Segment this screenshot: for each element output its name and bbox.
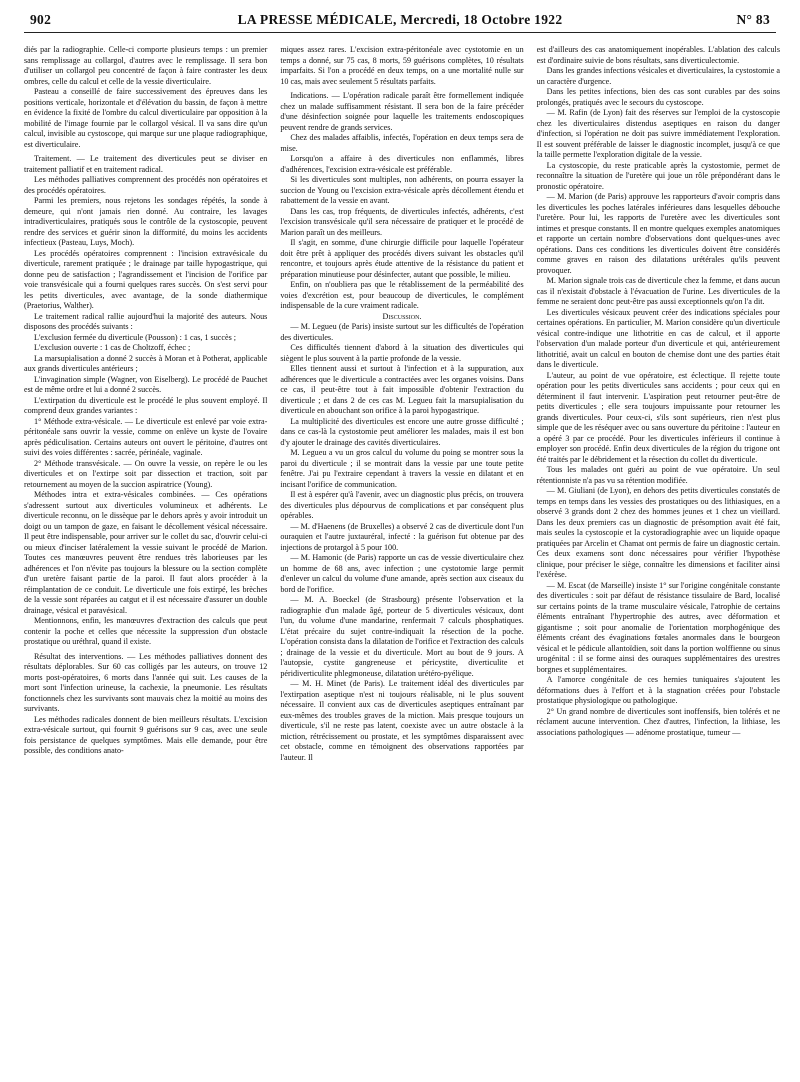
paragraph: Les procédés opératoires comprennent : l'incision extravésicale du diverticule, rarement pratiquée ; le drainage par taille hypogastrique, qui donne peu de satisfaction ; l'agrandissement et l'incision de l'orifice par voie transvésicale qui a fourni quelques rares succès. On s'est servi pour les petits diverticules, avec avantage, de la sonde diathermique (Praetorius, Walther). — [24, 248, 268, 310]
paragraph: L'auteur, au point de vue opératoire, est éclectique. Il rejette toute opération pour les petits diverticules sans accidents ; pour ceux qui en déterminent il faut intervenir. L'aspiration peut retourner peut-être de petits diverticules ; elle sera toujours impuissante pour retourner les grands diverticules. Pour ceux-ci, s'ils sont supérieurs, rien n'est plus simple que de les réséquer avec ou sans ouverture du péritoine : l'auteur en a opéré 3 par ce procédé. Pour les diverticules inférieurs il continue à employer son procédé. Enfin deux diverticules de la région du trigone ont été traités par le débridement et la résection du collet du diverticule. — [536, 370, 780, 464]
paragraph: Mentionnons, enfin, les manœuvres d'extraction des calculs que peut contenir la poche et celles que nécessite la suppression d'un obstacle prostatique ou uréthral, quand il existe. — [24, 616, 268, 646]
paragraph: Dans les grandes infections vésicales et diverticulaires, la cystostomie a un caractère d'urgence. — [536, 66, 780, 86]
paragraph: diés par la radiographie. Celle-ci comporte plusieurs temps : un premier sans remplissage au collargol, d'autres avec le remplissage. Il sera bon d'utiliser un collargol peu concentré de façon à faire contraster les deux ombres, celle du calcul et celle de la vessie diverticulaire. — [24, 45, 268, 86]
paragraph: Dans les cas, trop fréquents, de diverticules infectés, adhérents, c'est l'excision transvésicale qu'il sera nécessaire de pratiquer et le procédé de Marion paraît un des meilleurs. — [280, 206, 524, 237]
page-number: 902 — [30, 12, 52, 27]
journal-title: LA PRESSE MÉDICALE, Mercredi, 18 Octobre 1922 — [237, 12, 563, 27]
paragraph: Lorsqu'on a affaire à des diverticules non enflammés, libres d'adhérences, l'excision extra-vésicale est préférable. — [280, 154, 524, 174]
paragraph: Ces difficultés tiennent d'abord à la situation des diverticules qui siègent le plus souvent à la partie profonde de la vessie. — [280, 343, 524, 363]
paragraph: Résultat des interventions. — Les méthodes palliatives donnent des résultats déplorables. Sur 60 cas colligés par les auteurs, on trouve 12 morts post-opératoires, 6 morts dans l'année qui suit. Les causes de la mort sont l'infection urineuse, la cachexie, la pneumonie. Les résultats fonctionnels chez les survivants sont mauvais chez la moitié au moins des survivants. — [24, 651, 268, 713]
paragraph: — M. Escat (de Marseille) insiste 1° sur l'origine congénitale constante des diverticules : soit par défaut de résistance tissulaire de Bard, localisé sur certains points de la trame musculaire vésicale, l'atrophie de certains éléments entraînant l'hypertrophie des autres, avec déformation et gigantisme ; soit pour anomalie de l'orientation morphogénique des éléments créant des évaginations fœtales anormales dans le bourgeon vésical et le pédicule allantoïdien, soit dans la portion wolffienne ou sinus urogénital : il se forme ainsi des ouraques supplémentaires des urestres borgnes et supplémentaires. — [536, 580, 780, 674]
paragraph: Le traitement radical rallie aujourd'hui la majorité des auteurs. Nous disposons des procédés suivants : — [24, 311, 268, 331]
paragraph: Il s'agit, en somme, d'une chirurgie difficile pour laquelle l'opérateur doit être prêt à appliquer des procédés divers suivant les obstacles qu'il rencontre, et toujours après étude attentive de la résistance du patient et préparation minutieuse pour désinfecter, autant que possible, le milieu. — [280, 238, 524, 279]
paragraph: Chez des malades affaiblis, infectés, l'opération en deux temps sera de mise. — [280, 133, 524, 153]
paragraph: — M. Hamonic (de Paris) rapporte un cas de vessie diverticulaire chez un homme de 68 ans, avec infection ; une cystotomie large permit d'enlever un calcul du volume d'une amande, après section aux ciseaux du bord de l'orifice. — [280, 553, 524, 594]
paragraph: Les méthodes radicales donnent de bien meilleurs résultats. L'excision extra-vésicale surtout, qui fournit 9 guérisons sur 9 cas, avec une seule fois persistance de quelques symptômes. Mais elle demande, pour être possible, des conditions anato- — [24, 714, 268, 755]
section-heading: Discussion. — [382, 311, 422, 321]
paragraph: — M. A. Boeckel (de Strasbourg) présente l'observation et la radiographie d'un malade âgé, porteur de 5 diverticules vésicaux, dont l'un, du volume d'une mandarine, renfermait 7 calculs phosphatiques. L'état précaire du sujet contre-indiquait la résection de la poche. L'opération consista dans la dilatation de l'orifice et l'extraction des calculs ; drainage de la vessie et du diverticule. Mort au bout de 9 jours. A l'autopsie, cystite gangreneuse et péricystite, diverticulite et péridiverticulite phlegmoneuse, dilatation urétéro-pyélique. — [280, 595, 524, 678]
paragraph: A l'amorce congénitale de ces hernies tuniquaires s'ajoutent les déformations dues à l'effort et à la stagnation créées pour l'obstacle prostatique physiologique ou pathologique. — [536, 675, 780, 705]
paragraph: Parmi les premiers, nous rejetons les sondages répétés, la sonde à demeure, qui n'ont jamais rien donné. Au contraire, les lavages intradiverticulaires, pratiqués sous le contrôle de la cystoscopie, peuvent rendre des services et guérir sinon la difformité, du moins les accidents infectieux (Pasteau, Luys, Moch). — [24, 196, 268, 247]
paragraph: L'exclusion fermée du diverticule (Pousson) : 1 cas, 1 succès ; — [34, 332, 237, 342]
paragraph: Les diverticules vésicaux peuvent créer des indications spéciales pour certaines opérations. En particulier, M. Marion considère qu'un diverticule vésical contre-indique une lithotritie en cas de calcul, et il apporte l'observation d'un malade porteur d'un diverticule et qui, antérieurement lithotritié, avait un calcul en bouton de chemise dont une des parties était dans le diverticule. — [536, 307, 780, 369]
paragraph: M. Legueu a vu un gros calcul du volume du poing se montrer sous la paroi du diverticule ; il se montrait dans la vessie par une toute petite fenêtre. J'ai pu l'extraire cependant à travers la vessie en dilatant et en incisant l'orifice de communication. — [280, 448, 524, 489]
page-header — [24, 12, 776, 33]
paragraph: — M. d'Haenens (de Bruxelles) a observé 2 cas de diverticule dont l'un ouraquien et l'autre juxtauréral, infecté : la guérison fut obtenue par des injections de protargol à 5 pour 100. — [280, 521, 524, 552]
paragraph: Il est à espérer qu'à l'avenir, avec un diagnostic plus précis, on trouvera des diverticules plus dépourvus de complications et par conséquent plus opérables. — [280, 490, 524, 520]
paragraph: La cystoscopie, du reste praticable après la cystostomie, permet de reconnaître la situation de l'uretère qui joue un rôle prépondérant dans le pronostic opératoire. — [536, 160, 780, 191]
paragraph: Tous les malades ont guéri au point de vue opératoire. Un seul rétentionniste n'a pas vu sa rétention modifiée. — [536, 465, 780, 485]
paragraph: Dans les petites infections, bien des cas sont curables par des soins prolongés, pratiqués avec le secours du cystoscope. — [536, 87, 780, 107]
paragraph: L'exclusion ouverte : 1 cas de Choltzoff, échec ; — [34, 343, 191, 352]
paragraph: — M. Marion (de Paris) approuve les rapporteurs d'avoir compris dans les diverticules les poches latérales inférieures dans lesquelles débouche l'uretère. Pour lui, les rapports de l'uretère avec les diverticules sont intimes et presque constants. Il en montre quelques exemples anatomiques et rapporte un certain nombre d'observations dont quelques-unes avec opérations. Dans ces conditions les diverticules doivent être considérés comme graves en raison des dilatations urétérales qu'ils peuvent provoquer. — [536, 192, 780, 275]
paragraph: — M. H. Minet (de Paris). Le traitement idéal des diverticules par l'extirpation aseptique n'est ni toujours réalisable, ni le plus souvent nécessaire. Il convient aux cas de diverticules aseptiques entraînant par eux-mêmes des troubles graves de la miction. Mais presque toujours un diverticule, s'il ne reste pas latent, coexiste avec un autre obstacle à la miction, rétrécissement ou prostate, et les symptômes disparaissent avec cet obstacle, comme en témoignent des observations rapportées par l'auteur. Il — [280, 679, 524, 762]
paragraph: 2° Un grand nombre de diverticules sont inoffensifs, bien tolérés et ne réclament aucune intervention. Chez d'autres, l'infection, la lithiase, les associations pathologiques — adénome prostatique, tumeur — — [536, 706, 780, 737]
paragraph: Les méthodes palliatives comprennent des procédés non opératoires et des procédés opératoires. — [24, 175, 268, 195]
column-2 — [280, 45, 523, 1078]
paragraph: 1° Méthode extra-vésicale. — Le diverticule est enlevé par voie extra-péritonéale sans ouvrir la vessie, comme on enlève un kyste de l'ovaire après pédiculisation. Certains auteurs ont ouvert le péritoine, d'autres ont suivi des voies différentes : sacrée, périnéale, vaginale. — [24, 416, 268, 457]
paragraph: M. Marion signale trois cas de diverticule chez la femme, et dans aucun cas il n'existait d'obstacle à l'évacuation de l'urine. Les diverticules de la femme ne seraient donc peut-être pas aussi exceptionnels qu'on l'a dit. — [536, 276, 780, 306]
paragraph: La marsupialisation a donné 2 succès à Moran et à Potherat, applicable aux grands diverticules antérieurs ; — [24, 353, 268, 373]
paragraph: Méthodes intra et extra-vésicales combinées. — Ces opérations s'adressent surtout aux diverticules volumineux et adhérents. Le diverticule reconnu, on le dissèque par le dehors après y avoir introduit un doigt ou un tampon de gaze, en faisant le décollement vésical nécessaire. Il peut être indispensable, pour arriver sur le collet du sac, d'ouvrir celui-ci ou mieux d'inciser latéralement la vessie suivant le procédé de Marion. Toutes ces manœuvres peuvent être rendues très laborieuses par les adhérences et l'on n'évite pas toujours la blessure ou la section complète d'un uretère faisant partie de la paroi. Il faut alors procéder à la réimplantation de ce conduit. Le diverticule une fois extirpé, les brèches de la vessie sont réparées au catgut et il est nécessaire d'assurer un double drainage, vésical et paravésical. — [24, 490, 268, 615]
paragraph: Enfin, on n'oubliera pas que le rétablissement de la perméabilité des voies d'excrétion est, pour beaucoup de diverticules, le complément indispensable de la cure vraiment radicale. — [280, 280, 524, 310]
paragraph: L'extirpation du diverticule est le procédé le plus souvent employé. Il comprend deux grandes variantes : — [24, 395, 268, 415]
paragraph: — M. Giuliani (de Lyon), en dehors des petits diverticules constatés de temps en temps dans les vessies des prostatiques ou des lithiasiques, en a observé 3 grands dont 2 chez des hommes jeunes et 1 chez un vieillard. Dans les deux premiers cas un diagnostic de présomption avait été fait, mais seules la cystoscopie et la cystoradiographie avec un liquide opaque pratiquées par Arcelin et Chamat ont permis de faire un diagnostic certain. Ces deux examens sont donc nécessaires pour vérifier l'hypothèse clinique, pour préciser le siège, connaître les dimensions et faciliter ainsi l'exérèse. — [536, 486, 780, 579]
paragraph: L'invagination simple (Wagner, von Eiselberg). Le procédé de Pauchet est de même ordre et lui a donné 2 succès. — [24, 374, 268, 394]
paragraph: 2° Méthode transvésicale. — On ouvre la vessie, on repère le ou les diverticules et on l'extirpe soit par dissection et traction, soit par retournement au moyen de la succion aspiratrice (Young). — [24, 458, 268, 489]
paragraph: Si les diverticules sont multiples, non adhérents, on pourra essayer la succion de Young ou l'excision extra-vésicale après décollement étendu et rabattement de la vessie en avant. — [280, 175, 524, 205]
paragraph: Indications. — L'opération radicale paraît être formellement indiquée chez un malade suffisamment résistant. Il sera bon de la faire précéder d'une désinfection soignée pour laquelle les traitements endoscopiques peuvent rendre de grands services. — [280, 91, 524, 132]
column-3 — [537, 45, 780, 1078]
paragraph: miques assez rares. L'excision extra-péritonéale avec cystotomie en un temps a donné, sur 75 cas, 8 morts, 59 guérisons complètes, 10 résultats imparfaits. Si l'on a procédé en deux temps, on a une mortalité nulle sur 10 cas, mais avec seulement 5 résultats parfaits. — [280, 45, 524, 86]
paragraph: La multiplicité des diverticules est encore une autre grosse difficulté ; dans ce cas-là la cystostomie peut améliorer les malades, mais il est bon d'y ajouter le drainage des cavités diverticulaires. — [280, 416, 524, 447]
paragraph: est d'ailleurs des cas anatomiquement inopérables. L'ablation des calculs est d'ordinaire suivie de bons résultats, sans diverticulectomie. — [536, 45, 780, 65]
paragraph: Elles tiennent aussi et surtout à l'infection et à la suppuration, aux adhérences que le diverticule a contractées avec les organes voisins. Dans ce cas, il peut-être tout à fait impossible d'obtenir l'extraction du diverticule ; et dans 2 de ces cas M. Legueu fait la marsupialisation du diverticule en abouchant son orifice à la paroi hypogastrique. — [280, 364, 524, 415]
paragraph: Pasteau a conseillé de faire successivement des épreuves dans les positions verticale, horizontale et d'élévation du bassin, de façon à mettre en évidence la fixité de l'ombre du calcul diverticulaire par opposition à la mobilité de l'image fournie par le collargol vésical. Il va sans dire qu'un calcul, invisible au cystoscope, qui marque sur une plaque radiographique, est diverticulaire. — [24, 87, 268, 149]
text-columns — [24, 45, 780, 1078]
column-1 — [24, 45, 267, 1078]
issue-number: N° 83 — [736, 12, 770, 27]
paragraph: — M. Legueu (de Paris) insiste surtout sur les difficultés de l'opération des diverticules. — [280, 322, 524, 342]
paragraph: — M. Rafin (de Lyon) fait des réserves sur l'emploi de la cystoscopie chez les diverticulaires distendus aseptiques en raison du danger d'infection, si l'opération ne doit pas suivre immédiatement l'exploration. Il est souvent préférable de laisser le diagnostic incomplet, jusqu'à ce que la taille permette l'exploration digitale de la vessie. — [536, 108, 780, 159]
paragraph: Traitement. — Le traitement des diverticules peut se diviser en traitement palliatif et en traitement radical. — [24, 154, 268, 174]
